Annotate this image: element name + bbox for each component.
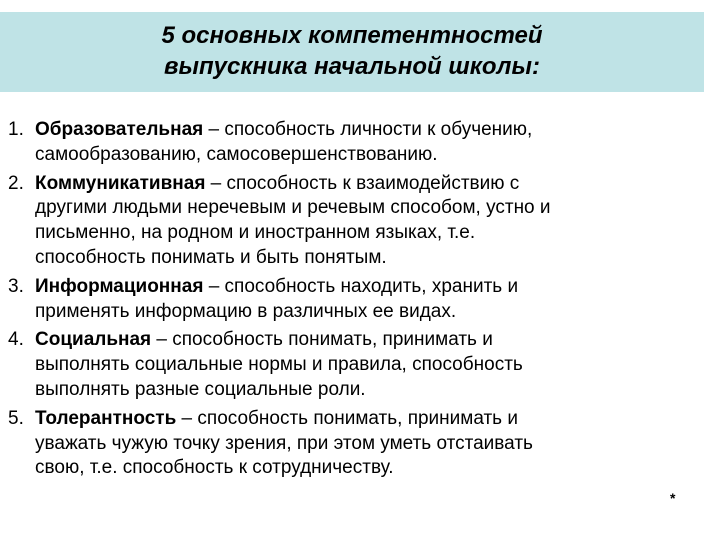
item-line: способность понимать и быть понятым. <box>35 246 387 268</box>
footer-asterisk: * <box>670 490 676 506</box>
item-text: – способность личности к обучению, <box>203 119 533 140</box>
item-text: – способность находить, хранить и <box>203 275 519 297</box>
item-line: уважать чужую точку зрения, при этом уметь отстаивать <box>35 432 533 454</box>
competency-list <box>8 118 708 485</box>
item-line <box>35 275 708 300</box>
item-line: применять информацию в различных ее видах. <box>35 300 457 322</box>
item-line: другими людьми неречевым и речевым способом, устно и <box>35 197 551 219</box>
competency-item-informational <box>8 275 708 325</box>
item-line: письменно, на родном и иностранном языках, т.е. <box>35 222 476 244</box>
competency-item-communicative <box>8 172 708 271</box>
item-line: самообразованию, самосовершенствованию. <box>35 143 438 165</box>
item-term: Коммуникативная <box>35 172 206 194</box>
competency-item-tolerance <box>8 407 708 481</box>
item-text: – способность понимать, принимать и <box>151 329 493 351</box>
title-banner <box>0 12 704 92</box>
item-number: 2. <box>8 172 24 194</box>
item-term: Информационная <box>35 275 204 297</box>
item-number: 1. <box>8 119 24 140</box>
item-line <box>35 328 708 353</box>
item-line: выполнять разные социальные роли. <box>35 378 366 400</box>
item-number: 5. <box>8 407 24 429</box>
slide-title-line-1: 5 основных компетентностей <box>161 22 543 49</box>
item-term: Социальная <box>35 329 152 351</box>
item-text: – способность понимать, принимать и <box>176 407 518 429</box>
item-line <box>35 118 708 143</box>
item-term: Образовательная <box>35 119 204 140</box>
item-number: 3. <box>8 275 24 297</box>
item-line: выполнять социальные нормы и правила, способность <box>35 354 523 376</box>
item-text: – способность к взаимодействию с <box>205 172 520 194</box>
item-term: Толерантность <box>35 407 177 429</box>
item-line <box>35 172 708 197</box>
item-line: свою, т.е. способность к сотрудничеству. <box>35 457 394 479</box>
item-line <box>35 407 708 432</box>
competency-item-educational <box>8 118 708 168</box>
item-number: 4. <box>8 329 24 351</box>
competency-item-social <box>8 328 708 402</box>
slide-title-line-2: выпускника начальной школы: <box>164 53 540 80</box>
